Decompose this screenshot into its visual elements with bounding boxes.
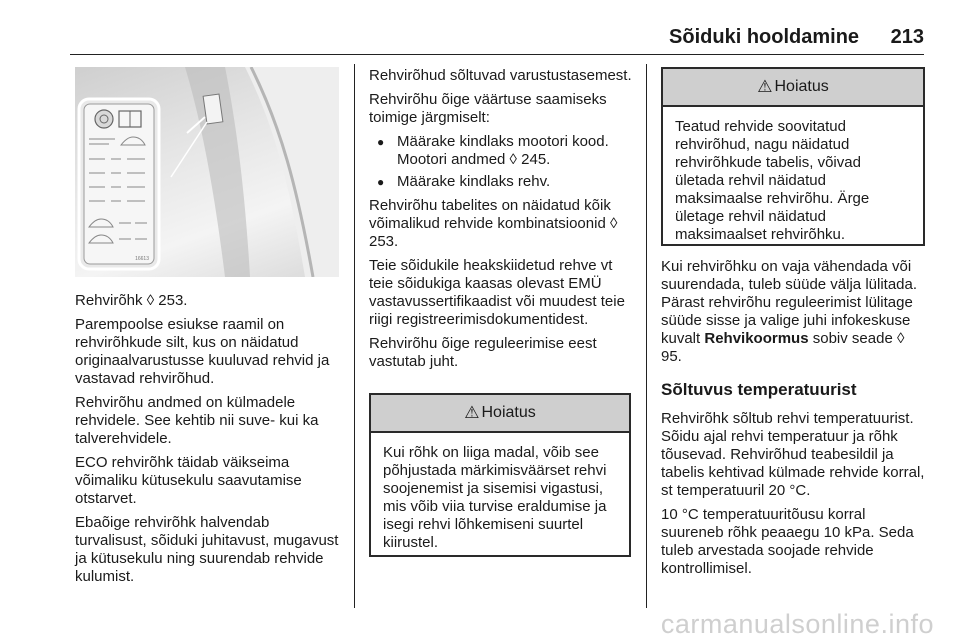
paragraph: Rehvirõhu õige reguleerimise eest vastutab juht.: [369, 335, 597, 370]
paragraph: Rehvirõhu andmed on külmadele rehvidele. See kehtib nii suve- kui ka talverehvidele.: [75, 394, 319, 447]
column-2: [369, 67, 637, 377]
column-3: [661, 258, 927, 584]
list-item: ● Määrake kindlaks mootori kood. Mootori andmed ◊ 245.: [369, 133, 637, 169]
paragraph: ECO rehvirõhk täidab väikseima võimaliku kütusekulu saavutamise otstarvet.: [75, 454, 302, 507]
page-header: [669, 26, 924, 49]
column-divider-2: [646, 64, 647, 608]
warning-header: [371, 395, 629, 433]
figure-code: 16613: [135, 256, 149, 262]
paragraph: Rehvirõhk ◊ 253.: [75, 292, 188, 309]
paragraph: Teie sõidukile heakskiidetud rehve vt teie sõidukiga kaasas olevast EMÜ vastavussertifikaadist või muudest teie riigi registreerimisdokumentidest.: [369, 257, 625, 328]
paragraph: Ebaõige rehvirõhk halvendab turvalisust, sõiduki juhitavust, mugavust ja kütusekulu ning suurendab rehvide kulumist.: [75, 514, 339, 585]
warning-header: [663, 69, 923, 107]
instruction-list: [369, 133, 637, 191]
paragraph: Parempoolse esiukse raamil on rehvirõhkude silt, kus on näidatud originaalvarustusse kuuluvad rehvid ja vastavad rehvirõhud.: [75, 316, 330, 387]
warning-box-max-pressure: [661, 67, 925, 246]
header-rule: [70, 54, 924, 55]
subheading: Sõltuvus temperatuurist: [661, 380, 857, 399]
column-divider-1: [354, 64, 355, 608]
paragraph: Kui rehvirõhku on vaja vähendada või suurendada, tuleb süüde välja lülitada. Pärast rehvirõhu reguleerimist lülitage süüde sisse ja valige juhi infokeskuse kuvalt Rehvikoormus sobiv seade ◊ 95.: [661, 258, 918, 365]
warning-text: Kui rõhk on liiga madal, võib see põhjustada märkimisväärset rehvi soojenemist ja sisemisi vigastusi, mis võib viia turvise eraldumise ja isegi rehvi lõhkemiseni suurtel kiirustel.: [383, 444, 607, 551]
tire-pressure-label-illustration: [75, 67, 339, 277]
warning-text: Teatud rehvide soovitatud rehvirõhud, nagu näidatud rehvirõhkude tabelis, võivad ületada rehvil näidatud maksimaalse rehvirõhu. Ärge ületage rehvil näidatud maksimaalset rehvirõhku.: [675, 118, 870, 243]
warning-triangle-icon: ⚠: [464, 403, 480, 422]
warning-title: Hoiatus: [481, 404, 536, 421]
paragraph: Rehvirõhu tabelites on näidatud kõik võimalikud rehvide kombinatsioonid ◊ 253.: [369, 197, 618, 250]
warning-triangle-icon: ⚠: [757, 77, 773, 96]
column-1: [75, 292, 343, 592]
paragraph: Rehvirõhu õige väärtuse saamiseks toimige järgmiselt:: [369, 91, 607, 126]
section-title: Sõiduki hooldamine: [669, 26, 860, 48]
paragraph: Rehvirõhk sõltub rehvi temperatuurist. Sõidu ajal rehvi temperatuur ja rõhk tõusevad. Rehvirõhud teabesildil ja tabelis kehtivad külmade rehvide korral, st temperatuuril 20 °C.: [661, 410, 925, 499]
paragraph: Rehvirõhud sõltuvad varustustasemest.: [369, 67, 632, 84]
warning-box-low-pressure: [369, 393, 631, 557]
menu-item-name: Rehvikoormus: [704, 330, 809, 347]
paragraph: 10 °C temperatuuritõusu korral suureneb rõhk peaaegu 10 kPa. Seda tuleb arvestada soojade rehvide kontrollimisel.: [661, 506, 914, 577]
list-item: ● Määrake kindlaks rehv.: [369, 173, 637, 191]
watermark: carmanualsonline.info: [660, 609, 934, 639]
warning-title: Hoiatus: [774, 78, 829, 95]
page-number: 213: [890, 26, 924, 48]
